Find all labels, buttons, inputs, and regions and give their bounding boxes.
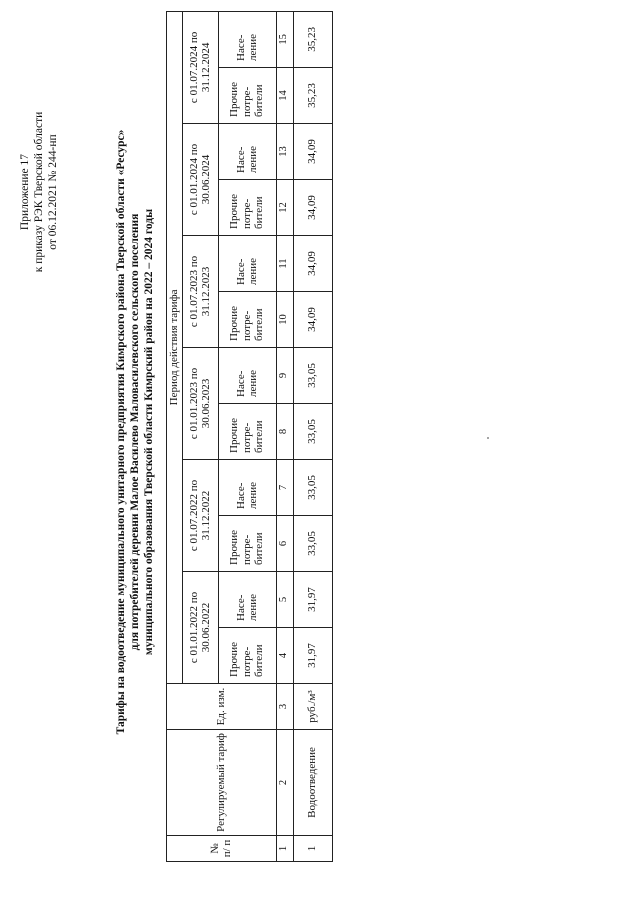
col-number: 2	[276, 730, 293, 836]
col-number: 14	[276, 68, 293, 124]
col-number: 7	[276, 460, 293, 516]
rotated-sheet	[18, 2, 578, 862]
col-number: 12	[276, 180, 293, 236]
row-unit: руб./м³	[293, 684, 332, 730]
tariff-value: 33,05	[293, 348, 332, 404]
period-1: с 01.01.2022 по 30.06.2022	[182, 572, 218, 684]
col-number: 8	[276, 404, 293, 460]
period-3: с 01.01.2023 по 30.06.2023	[182, 348, 218, 460]
title-line-3: муниципального образования Тверской области Кимрский район на 2022 – 2024 годы	[143, 208, 155, 656]
table-row	[293, 11, 332, 861]
kind-population: Насе- ление	[218, 348, 276, 404]
kind-other: Прочие потре- бители	[218, 628, 276, 684]
col-number: 3	[276, 684, 293, 730]
appendix-line-1: Приложение 17	[19, 153, 31, 231]
tariff-value: 34,09	[293, 180, 332, 236]
appendix-line-3: от 06.12.2021 № 244-нп	[47, 134, 59, 250]
header-tariff: Регулируемый тариф	[167, 730, 277, 836]
tariff-value: 31,97	[293, 572, 332, 628]
tariff-value: 34,09	[293, 292, 332, 348]
kind-population: Насе- ление	[218, 460, 276, 516]
col-number: 15	[276, 11, 293, 67]
tariff-value: 35,23	[293, 11, 332, 67]
kind-population: Насе- ление	[218, 124, 276, 180]
period-4: с 01.07.2023 по 31.12.2023	[182, 236, 218, 348]
kind-population: Насе- ление	[218, 11, 276, 67]
kind-other: Прочие потре- бители	[218, 516, 276, 572]
header-no: № п/ п	[167, 836, 277, 862]
row-no: 1	[293, 836, 332, 862]
document-title	[114, 2, 156, 862]
period-2: с 01.07.2022 по 31.12.2022	[182, 460, 218, 572]
kind-population: Насе- ление	[218, 236, 276, 292]
tariff-value: 34,09	[293, 236, 332, 292]
col-number: 4	[276, 628, 293, 684]
col-number: 10	[276, 292, 293, 348]
col-number: 1	[276, 836, 293, 862]
kind-other: Прочие потре- бители	[218, 68, 276, 124]
tariff-value: 33,05	[293, 516, 332, 572]
col-number: 11	[276, 236, 293, 292]
tariff-table	[166, 11, 333, 862]
period-5: с 01.01.2024 по 30.06.2024	[182, 124, 218, 236]
appendix-note	[18, 62, 60, 322]
col-number: 13	[276, 124, 293, 180]
header-unit: Ед. изм.	[167, 684, 277, 730]
header-period: Период действия тарифа	[167, 11, 183, 683]
tariff-value: 33,05	[293, 404, 332, 460]
tariff-value: 33,05	[293, 460, 332, 516]
title-line-1: Тарифы на водоотведение муниципального унитарного предприятия Кимрского района Тверской области «Ресурс»	[115, 129, 127, 735]
kind-population: Насе- ление	[218, 572, 276, 628]
period-6: с 01.07.2024 по 31.12.2024	[182, 11, 218, 123]
kind-other: Прочие потре- бители	[218, 180, 276, 236]
col-number: 9	[276, 348, 293, 404]
row-tariff: Водоотведение	[293, 730, 332, 836]
tariff-value: 35,23	[293, 68, 332, 124]
col-number: 5	[276, 572, 293, 628]
tariff-value: 31,97	[293, 628, 332, 684]
appendix-line-2: к приказу РЭК Тверской области	[33, 111, 45, 273]
col-number: 6	[276, 516, 293, 572]
title-line-2: для потребителей деревни Малое Василево Маловасилевского сельского поселения	[129, 213, 141, 651]
tariff-value: 34,09	[293, 124, 332, 180]
kind-other: Прочие потре- бители	[218, 292, 276, 348]
kind-other: Прочие потре- бители	[218, 404, 276, 460]
